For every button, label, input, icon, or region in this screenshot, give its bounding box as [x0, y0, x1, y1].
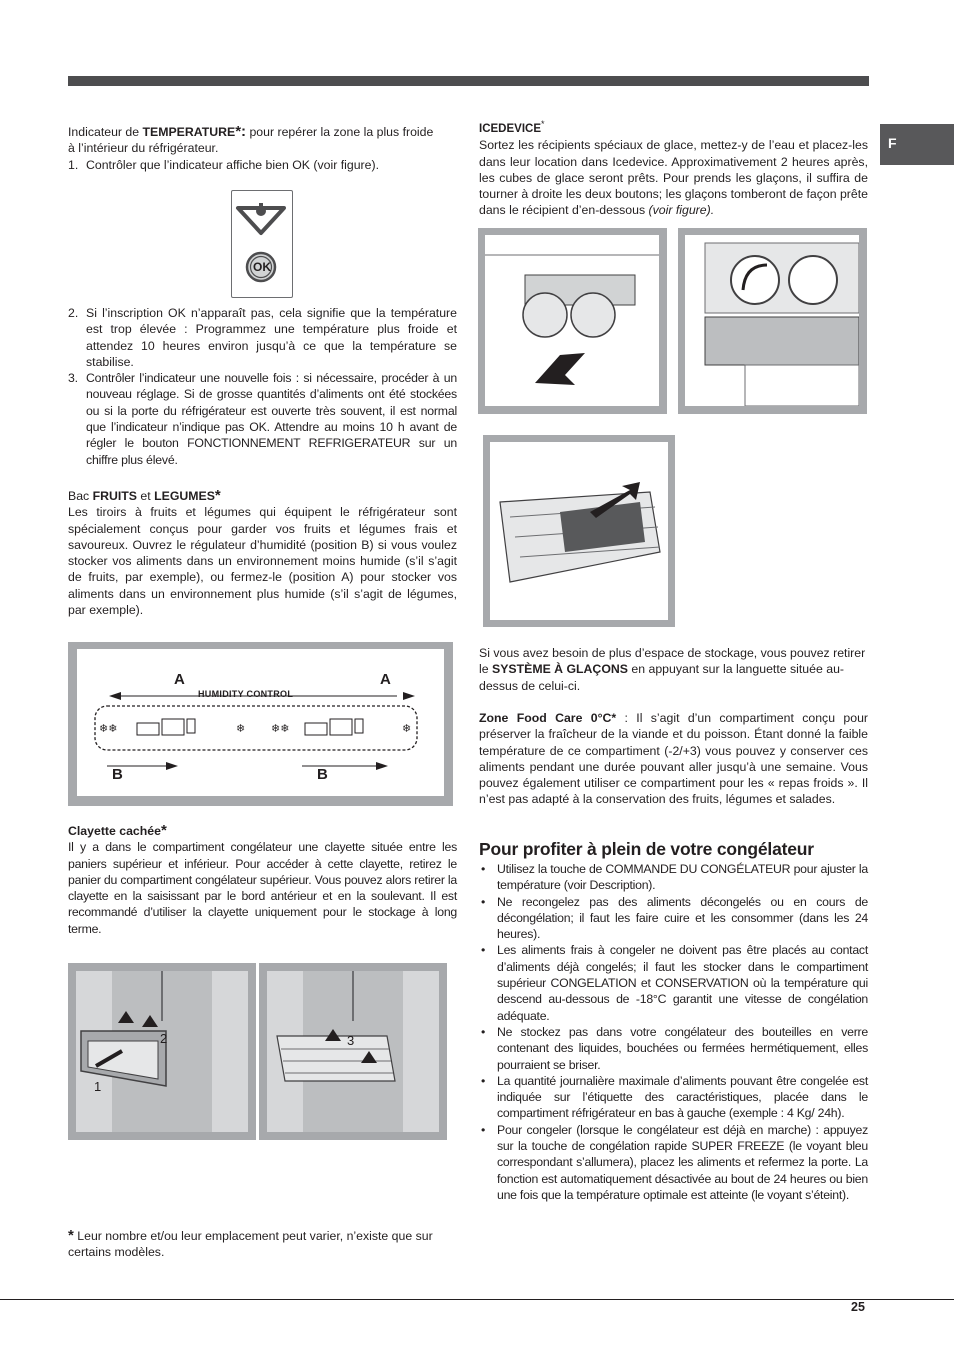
freezer-drawer-illustration: [76, 971, 248, 1132]
fruits-body: Les tiroirs à fruits et légumes qui équipent le réfrigérateur sont spécialement conçus pour garder vos fruits et légumes frais et savoureux. Ouvrez le régulateur d’humidité (position B) si vous voulez stocker vos aliments dans un environnement moins humide (s’il s’agit de fruits, par exemple), ou fermez-le (position A) pour stocker vos aliments dans un environnement plus humide (s’il s’agit de légumes, par exemple).: [68, 505, 457, 618]
ice-system-illustration: [490, 442, 668, 620]
page-number: 25: [851, 1300, 865, 1314]
freezer-tips-list: [479, 861, 868, 1203]
ice-system-note: Si vous avez besoin de plus d’espace de stockage, vous pouvez retirer le SYSTÈME À GLAÇONS en appuyant sur la languette située au-dessus de celui-ci.: [479, 646, 866, 693]
step-3: 3. Contrôler l’indicateur une nouvelle fois : si nécessaire, procéder à un nouveau réglage. Si de grosse quantités d’aliments ont été stockées ou si la porte du réfrigérateur est ouverte très souvent, il est normal que l’indicateur n’indique pas OK. Attendre au moins 10 h avant de régler le bouton FONCTIONNEMENT REFRIGERATEUR sur un chiffre plus élevé.: [68, 371, 457, 467]
position-a-right: A: [380, 671, 391, 688]
header-rule: [68, 76, 869, 86]
list-item: • Pour congeler (lorsque le congélateur est déjà en marche) : appuyez sur la touche de congélation rapide SUPER FREEZE (le voyant bleu correspondant s’allumera), placez les aliments et refermez la porte. La fonction est automatiquement désactivée au bout de 24 heures ou bien une fois que la température optimale est atteinte (le voyant s’éteint).: [481, 1122, 868, 1202]
icedevice-body: Sortez les récipients spéciaux de glace, mettez-y de l’eau et placez-les dans leur location dans Icedevice. Approximativement 2 heures après, les cubes de glace seront prêts. Pour prends les glaçons, il suffira de tourner à droite les deux boutons; les glaçons tomberont de façon prête dans le récipient d’en-dessous (voir figure).: [479, 138, 868, 218]
ice-knobs-figure: [678, 228, 867, 414]
list-item: • Ne stockez pas dans votre congélateur des bouteilles en verre contenant des liquides, bouchées ou fermées hermétiquement, elles pourraient se briser.: [481, 1024, 868, 1072]
temperature-section: [68, 124, 457, 173]
hidden-shelf-heading: Clayette cachée*: [68, 822, 167, 839]
list-item: • La quantité journalière maximale d’aliments pouvant être congelée est indiquée sur l’étiquette des caractéristiques, placée dans le compartiment réfrigérateur en bas à gauche (exemple : 4 Kg/ 24h).: [481, 1073, 868, 1121]
food-care-heading: Zone Food Care 0°C*: [479, 711, 617, 725]
position-a-left: A: [174, 671, 185, 688]
ice-tray-illustration: [485, 235, 659, 406]
ok-label: OK: [253, 260, 271, 274]
freezer-drawer-figure-1: [68, 963, 256, 1140]
footer-rule: [0, 1299, 954, 1300]
freezer-section: [479, 838, 868, 1203]
humidity-control-label: HUMIDITY CONTROL: [198, 689, 294, 699]
humidity-low-icon: ❄: [402, 723, 412, 735]
temperature-intro: Indicateur de TEMPERATURE*: pour repérer la zone la plus froide à l’intérieur du réfrigérateur.: [68, 123, 434, 156]
food-care-body: : Il s’agit d’un compartiment conçu pour préserver la fraîcheur de la viande et du poisson. Étant donné la faible température de ce compartiment (-2/+3) vous pouvez y conserver ces aliments pendant une durée pouvant aller jusqu’à une semaine. Vous pouvez également utiliser ce compartiment pour les « repas froids ». Il n’est pas adapté à la conservation des fruits, légumes et salades.: [479, 711, 868, 807]
temperature-indicator-figure: [231, 190, 293, 298]
step-number-3: 3: [347, 1033, 355, 1048]
food-care-section: [479, 710, 868, 808]
list-item: • Utilisez la touche de COMMANDE DU CONGÉLATEUR pour ajuster la température (voir Description).: [481, 862, 868, 893]
freezer-drawer-figure-2: [259, 963, 447, 1140]
humidity-high-icon: ❄❄: [271, 723, 290, 735]
humidity-control-figure: [68, 642, 453, 806]
humidity-low-icon: ❄: [236, 723, 246, 735]
ice-knobs-illustration: [685, 235, 859, 406]
language-tab-label: F: [888, 135, 897, 151]
freezer-shelf-illustration: [267, 971, 439, 1132]
freezer-section-title: Pour profiter à plein de votre congélateur: [479, 839, 814, 859]
thermometer-icon: [232, 191, 292, 297]
step-1: 1. Contrôler que l’indicateur affiche bien OK (voir figure).: [68, 157, 379, 172]
icedevice-heading: ICEDEVICE*: [479, 119, 545, 135]
ice-system-removal-figure: [483, 435, 675, 627]
icedevice-section: [479, 121, 868, 219]
step-number-1: 1: [94, 1079, 102, 1094]
step-number-2: 2: [160, 1031, 168, 1046]
list-item: • Ne recongelez pas des aliments décongelés ou en cours de décongélation; il faut les faire cuire et les consommer (dans les 24 heures).: [481, 894, 868, 942]
temperature-steps: [68, 305, 457, 468]
hidden-shelf-section: [68, 823, 457, 937]
fruits-section: [68, 488, 457, 618]
footnote: * Leur nombre et/ou leur emplacement peut varier, n’existe que sur certains modèles.: [68, 1227, 433, 1260]
position-b-left: B: [112, 766, 123, 783]
ice-tray-figure: [478, 228, 667, 414]
fruits-heading: Bac FRUITS et LEGUMES*: [68, 487, 221, 504]
list-item: • Les aliments frais à congeler ne doivent pas être placés au contact d’aliments déjà congelés; il faut les stocker dans le compartiment supérieur CONGELATION et CONSERVATION où la température qui descend au-dessous de -18°C garantit une vitesse de congélation adéquate.: [481, 943, 868, 1023]
humidity-high-icon: ❄❄: [99, 723, 118, 735]
hidden-shelf-body: Il y a dans le compartiment congélateur une clayette située entre les paniers supérieur et inférieur. Pour accéder à cette clayette, retirez le panier du compartiment congélateur supérieur. Vous pouvez alors retirer la clayette en la saisissant par le bord antérieur et en la soulevant. Il est recommandé d’utiliser la clayette uniquement pour le stockage à long terme.: [68, 840, 457, 936]
step-2: 2. Si l’inscription OK n’apparaît pas, cela signifie que la température est trop élevée : Programmez une température plus froide et attendez 10 heures environ jusqu’à ce que la température se stabilise.: [68, 306, 457, 369]
position-b-right: B: [317, 766, 328, 783]
language-tab: [880, 124, 954, 165]
